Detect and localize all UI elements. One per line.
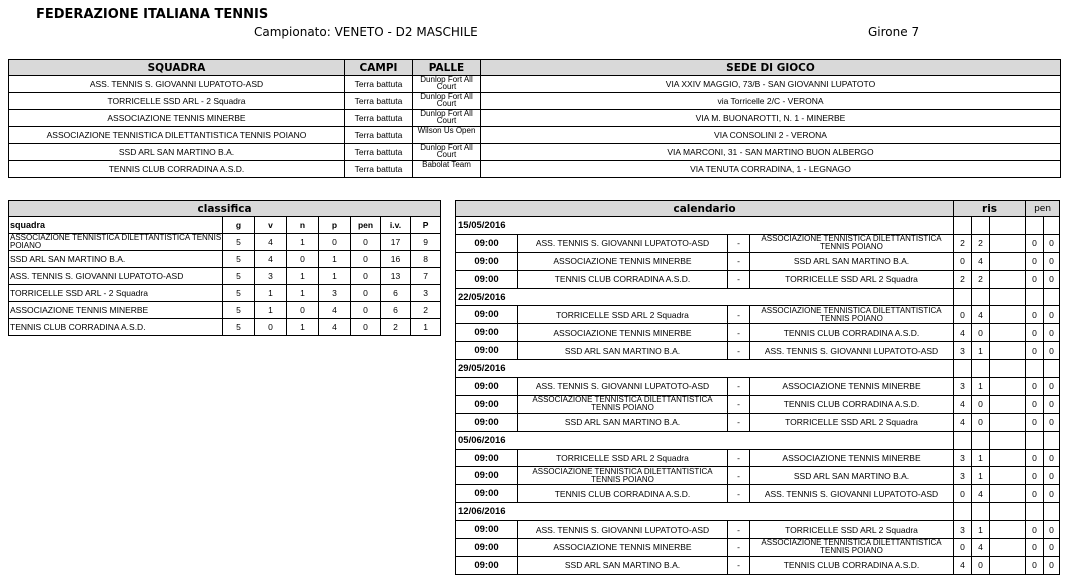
match-time: 09:00 (456, 324, 518, 342)
teams-table (8, 59, 1061, 178)
match-separator: - (728, 252, 750, 270)
home-team: ASSOCIAZIONE TENNIS MINERBE (518, 324, 728, 342)
standings-team: SSD ARL SAN MARTINO B.A. (9, 251, 223, 268)
standings-pen: 0 (351, 251, 381, 268)
standings-v: 1 (255, 302, 287, 319)
home-team: TORRICELLE SSD ARL 2 Squadra (518, 306, 728, 324)
result-spacer (990, 521, 1026, 539)
result-away: 0 (972, 324, 990, 342)
standings-v: 1 (255, 285, 287, 302)
standings-p: 1 (411, 319, 441, 336)
match-time: 09:00 (456, 252, 518, 270)
col-g: g (223, 217, 255, 234)
standings-p: 7 (411, 268, 441, 285)
home-team: ASS. TENNIS S. GIOVANNI LUPATOTO-ASD (518, 234, 728, 252)
penalty-away: 0 (1044, 395, 1060, 413)
team-courts: Terra battuta (345, 110, 413, 127)
standings-team: ASS. TENNIS S. GIOVANNI LUPATOTO-ASD (9, 268, 223, 285)
standings-iv: 6 (381, 302, 411, 319)
standings-iv: 13 (381, 268, 411, 285)
result-away: 4 (972, 306, 990, 324)
penalty-home: 0 (1026, 270, 1044, 288)
round-ris-blank (972, 360, 990, 378)
penalty-away: 0 (1044, 449, 1060, 467)
penalty-away: 0 (1044, 324, 1060, 342)
header-campi: CAMPI (345, 60, 413, 76)
team-venue: VIA XXIV MAGGIO, 73/B - SAN GIOVANNI LUPATOTO (481, 76, 1061, 93)
team-row (9, 144, 1061, 161)
match-separator: - (728, 556, 750, 574)
round-pen-blank (1026, 288, 1044, 306)
result-home: 2 (954, 270, 972, 288)
round-ris-blank (972, 503, 990, 521)
match-time: 09:00 (456, 378, 518, 396)
match-separator: - (728, 342, 750, 360)
standings-n: 0 (287, 302, 319, 319)
home-team: SSD ARL SAN MARTINO B.A. (518, 556, 728, 574)
standings-n: 1 (287, 268, 319, 285)
standings-team: TENNIS CLUB CORRADINA A.S.D. (9, 319, 223, 336)
result-home: 3 (954, 467, 972, 485)
penalty-home: 0 (1026, 467, 1044, 485)
result-home: 3 (954, 342, 972, 360)
penalty-home: 0 (1026, 234, 1044, 252)
result-home: 4 (954, 395, 972, 413)
away-team: TENNIS CLUB CORRADINA A.S.D. (750, 556, 954, 574)
match-row (456, 395, 1060, 413)
away-team: SSD ARL SAN MARTINO B.A. (750, 467, 954, 485)
team-balls: Dunlop Fort All Court (413, 110, 481, 127)
result-spacer (990, 252, 1026, 270)
round-pen-blank (1044, 288, 1060, 306)
result-spacer (990, 449, 1026, 467)
away-team: TENNIS CLUB CORRADINA A.S.D. (750, 395, 954, 413)
team-name: TENNIS CLUB CORRADINA A.S.D. (9, 161, 345, 178)
away-team: TORRICELLE SSD ARL 2 Squadra (750, 521, 954, 539)
match-time: 09:00 (456, 556, 518, 574)
col-n: n (287, 217, 319, 234)
team-name: ASSOCIAZIONE TENNIS MINERBE (9, 110, 345, 127)
match-row (456, 521, 1060, 539)
team-name: ASS. TENNIS S. GIOVANNI LUPATOTO-ASD (9, 76, 345, 93)
standings-pen: 0 (351, 302, 381, 319)
teams-table-body (9, 76, 1061, 178)
round-ris-blank (954, 503, 972, 521)
team-venue: VIA MARCONI, 31 - SAN MARTINO BUON ALBERGO (481, 144, 1061, 161)
penalty-away: 0 (1044, 306, 1060, 324)
round-date-row (456, 503, 1060, 521)
team-row (9, 93, 1061, 110)
standings-iv: 2 (381, 319, 411, 336)
round-date: 15/05/2016 (456, 217, 954, 235)
standings-p: 2 (411, 302, 441, 319)
away-team: TORRICELLE SSD ARL 2 Squadra (750, 413, 954, 431)
federation-title: FEDERAZIONE ITALIANA TENNIS (36, 7, 269, 22)
standings-p: 0 (319, 234, 351, 251)
away-team: ASS. TENNIS S. GIOVANNI LUPATOTO-ASD (750, 342, 954, 360)
result-home: 0 (954, 252, 972, 270)
ris-label: ris (954, 201, 1026, 217)
match-row (456, 306, 1060, 324)
team-row (9, 110, 1061, 127)
standings-iv: 16 (381, 251, 411, 268)
penalty-home: 0 (1026, 252, 1044, 270)
penalty-home: 0 (1026, 306, 1044, 324)
match-row (456, 270, 1060, 288)
round-ris-blank (990, 503, 1026, 521)
match-row (456, 556, 1060, 574)
result-away: 4 (972, 485, 990, 503)
result-home: 0 (954, 539, 972, 557)
result-spacer (990, 234, 1026, 252)
round-pen-blank (1026, 503, 1044, 521)
team-name: SSD ARL SAN MARTINO B.A. (9, 144, 345, 161)
result-away: 1 (972, 342, 990, 360)
standings-g: 5 (223, 302, 255, 319)
result-spacer (990, 467, 1026, 485)
result-spacer (990, 306, 1026, 324)
round-date-row (456, 360, 1060, 378)
round-pen-blank (1044, 431, 1060, 449)
standings-p: 3 (411, 285, 441, 302)
penalty-away: 0 (1044, 413, 1060, 431)
away-team: ASSOCIAZIONE TENNISTICA DILETTANTISTICA TENNIS POIANO (750, 539, 954, 557)
match-row (456, 413, 1060, 431)
team-venue: VIA CONSOLINI 2 - VERONA (481, 127, 1061, 144)
round-pen-blank (1044, 360, 1060, 378)
standings-pen: 0 (351, 234, 381, 251)
col-v: v (255, 217, 287, 234)
result-away: 1 (972, 378, 990, 396)
col-squadra: squadra (9, 217, 223, 234)
header-sede: SEDE DI GIOCO (481, 60, 1061, 76)
match-separator: - (728, 521, 750, 539)
header-squadra: SQUADRA (9, 60, 345, 76)
standings-row (9, 319, 441, 336)
team-venue: VIA M. BUONAROTTI, N. 1 - MINERBE (481, 110, 1061, 127)
round-pen-blank (1044, 503, 1060, 521)
round-ris-blank (954, 360, 972, 378)
calendar-title: calendario (456, 201, 954, 217)
standings-team: TORRICELLE SSD ARL - 2 Squadra (9, 285, 223, 302)
standings-title: classifica (9, 201, 441, 217)
standings-p: 4 (319, 319, 351, 336)
penalty-away: 0 (1044, 342, 1060, 360)
team-courts: Terra battuta (345, 76, 413, 93)
round-ris-blank (972, 431, 990, 449)
standings-n: 1 (287, 234, 319, 251)
team-row (9, 161, 1061, 178)
team-balls: Dunlop Fort All Court (413, 93, 481, 110)
round-ris-blank (972, 217, 990, 235)
result-spacer (990, 485, 1026, 503)
round-ris-blank (990, 431, 1026, 449)
away-team: ASSOCIAZIONE TENNISTICA DILETTANTISTICA TENNIS POIANO (750, 234, 954, 252)
result-spacer (990, 556, 1026, 574)
round-ris-blank (954, 217, 972, 235)
standings-column-header (9, 217, 441, 234)
standings-n: 1 (287, 319, 319, 336)
championship-title: Campionato: VENETO - D2 MASCHILE (254, 25, 478, 39)
team-courts: Terra battuta (345, 161, 413, 178)
result-away: 0 (972, 395, 990, 413)
col-pen: pen (351, 217, 381, 234)
home-team: ASSOCIAZIONE TENNIS MINERBE (518, 539, 728, 557)
result-away: 4 (972, 539, 990, 557)
team-courts: Terra battuta (345, 144, 413, 161)
result-home: 3 (954, 521, 972, 539)
match-time: 09:00 (456, 485, 518, 503)
round-date: 22/05/2016 (456, 288, 954, 306)
penalty-away: 0 (1044, 556, 1060, 574)
result-home: 0 (954, 485, 972, 503)
team-venue: VIA TENUTA CORRADINA, 1 - LEGNAGO (481, 161, 1061, 178)
standings-p: 4 (319, 302, 351, 319)
standings-row (9, 302, 441, 319)
standings-row (9, 251, 441, 268)
team-row (9, 76, 1061, 93)
result-spacer (990, 378, 1026, 396)
standings-g: 5 (223, 234, 255, 251)
penalty-home: 0 (1026, 485, 1044, 503)
away-team: SSD ARL SAN MARTINO B.A. (750, 252, 954, 270)
standings-g: 5 (223, 319, 255, 336)
standings-g: 5 (223, 285, 255, 302)
round-ris-blank (990, 217, 1026, 235)
result-away: 4 (972, 252, 990, 270)
standings-pen: 0 (351, 268, 381, 285)
result-spacer (990, 342, 1026, 360)
standings-n: 0 (287, 251, 319, 268)
match-time: 09:00 (456, 306, 518, 324)
standings-row (9, 285, 441, 302)
match-separator: - (728, 413, 750, 431)
penalty-home: 0 (1026, 413, 1044, 431)
round-ris-blank (990, 360, 1026, 378)
match-time: 09:00 (456, 539, 518, 557)
result-home: 4 (954, 556, 972, 574)
match-separator: - (728, 467, 750, 485)
penalty-home: 0 (1026, 539, 1044, 557)
home-team: TENNIS CLUB CORRADINA A.S.D. (518, 485, 728, 503)
penalty-away: 0 (1044, 521, 1060, 539)
standings-g: 5 (223, 251, 255, 268)
team-balls: Wilson Us Open (413, 127, 481, 144)
home-team: ASS. TENNIS S. GIOVANNI LUPATOTO-ASD (518, 378, 728, 396)
col-p: p (319, 217, 351, 234)
result-spacer (990, 395, 1026, 413)
standings-table (8, 200, 441, 336)
group-label: Girone 7 (868, 25, 920, 39)
penalty-away: 0 (1044, 467, 1060, 485)
round-date-row (456, 431, 1060, 449)
match-time: 09:00 (456, 449, 518, 467)
penalty-home: 0 (1026, 324, 1044, 342)
away-team: ASS. TENNIS S. GIOVANNI LUPATOTO-ASD (750, 485, 954, 503)
match-time: 09:00 (456, 521, 518, 539)
match-row (456, 234, 1060, 252)
result-away: 2 (972, 234, 990, 252)
result-home: 0 (954, 306, 972, 324)
team-row (9, 127, 1061, 144)
penalty-away: 0 (1044, 485, 1060, 503)
match-separator: - (728, 306, 750, 324)
round-pen-blank (1044, 217, 1060, 235)
standings-v: 3 (255, 268, 287, 285)
standings-table-body (9, 217, 441, 336)
match-row (456, 467, 1060, 485)
home-team: SSD ARL SAN MARTINO B.A. (518, 413, 728, 431)
standings-v: 0 (255, 319, 287, 336)
match-separator: - (728, 234, 750, 252)
standings-g: 5 (223, 268, 255, 285)
penalty-away: 0 (1044, 252, 1060, 270)
penalty-home: 0 (1026, 449, 1044, 467)
home-team: ASSOCIAZIONE TENNISTICA DILETTANTISTICA TENNIS POIANO (518, 467, 728, 485)
standings-p: 9 (411, 234, 441, 251)
home-team: TORRICELLE SSD ARL 2 Squadra (518, 449, 728, 467)
home-team: ASS. TENNIS S. GIOVANNI LUPATOTO-ASD (518, 521, 728, 539)
standings-row (9, 268, 441, 285)
standings-p: 3 (319, 285, 351, 302)
pen-label: pen (1026, 201, 1060, 217)
match-separator: - (728, 395, 750, 413)
home-team: SSD ARL SAN MARTINO B.A. (518, 342, 728, 360)
penalty-home: 0 (1026, 342, 1044, 360)
match-separator: - (728, 270, 750, 288)
match-separator: - (728, 378, 750, 396)
round-date-row (456, 288, 1060, 306)
result-spacer (990, 270, 1026, 288)
round-pen-blank (1026, 217, 1044, 235)
away-team: ASSOCIAZIONE TENNISTICA DILETTANTISTICA TENNIS POIANO (750, 306, 954, 324)
standings-v: 4 (255, 234, 287, 251)
team-venue: via Torricelle 2/C - VERONA (481, 93, 1061, 110)
calendar-table-body (456, 217, 1060, 575)
team-balls: Dunlop Fort All Court (413, 144, 481, 161)
penalty-home: 0 (1026, 521, 1044, 539)
match-time: 09:00 (456, 413, 518, 431)
penalty-away: 0 (1044, 378, 1060, 396)
home-team: TENNIS CLUB CORRADINA A.S.D. (518, 270, 728, 288)
result-home: 4 (954, 324, 972, 342)
standings-p: 1 (319, 251, 351, 268)
match-row (456, 342, 1060, 360)
match-separator: - (728, 539, 750, 557)
penalty-home: 0 (1026, 556, 1044, 574)
round-date: 12/06/2016 (456, 503, 954, 521)
round-pen-blank (1026, 360, 1044, 378)
match-time: 09:00 (456, 270, 518, 288)
col-iv: i.v. (381, 217, 411, 234)
round-ris-blank (972, 288, 990, 306)
round-ris-blank (990, 288, 1026, 306)
standings-pen: 0 (351, 319, 381, 336)
result-away: 1 (972, 467, 990, 485)
match-separator: - (728, 324, 750, 342)
match-time: 09:00 (456, 234, 518, 252)
round-pen-blank (1026, 431, 1044, 449)
result-away: 1 (972, 449, 990, 467)
standings-n: 1 (287, 285, 319, 302)
team-courts: Terra battuta (345, 127, 413, 144)
result-spacer (990, 539, 1026, 557)
standings-p: 8 (411, 251, 441, 268)
team-courts: Terra battuta (345, 93, 413, 110)
round-ris-blank (954, 288, 972, 306)
match-row (456, 324, 1060, 342)
match-time: 09:00 (456, 467, 518, 485)
match-row (456, 485, 1060, 503)
result-home: 3 (954, 378, 972, 396)
standings-iv: 17 (381, 234, 411, 251)
round-ris-blank (954, 431, 972, 449)
away-team: TORRICELLE SSD ARL 2 Squadra (750, 270, 954, 288)
result-home: 4 (954, 413, 972, 431)
header-palle: PALLE (413, 60, 481, 76)
round-date: 05/06/2016 (456, 431, 954, 449)
col-points: P (411, 217, 441, 234)
match-row (456, 449, 1060, 467)
penalty-away: 0 (1044, 539, 1060, 557)
standings-iv: 6 (381, 285, 411, 302)
penalty-home: 0 (1026, 395, 1044, 413)
match-time: 09:00 (456, 395, 518, 413)
standings-team: ASSOCIAZIONE TENNISTICA DILETTANTISTICA TENNIS POIANO (10, 233, 222, 250)
home-team: ASSOCIAZIONE TENNISTICA DILETTANTISTICA TENNIS POIANO (518, 395, 728, 413)
result-home: 3 (954, 449, 972, 467)
match-row (456, 378, 1060, 396)
result-away: 1 (972, 521, 990, 539)
home-team: ASSOCIAZIONE TENNIS MINERBE (518, 252, 728, 270)
match-time: 09:00 (456, 342, 518, 360)
standings-pen: 0 (351, 285, 381, 302)
match-separator: - (728, 449, 750, 467)
team-name: ASSOCIAZIONE TENNISTICA DILETTANTISTICA TENNIS POIANO (9, 127, 345, 144)
away-team: ASSOCIAZIONE TENNIS MINERBE (750, 449, 954, 467)
result-home: 2 (954, 234, 972, 252)
away-team: ASSOCIAZIONE TENNIS MINERBE (750, 378, 954, 396)
away-team: TENNIS CLUB CORRADINA A.S.D. (750, 324, 954, 342)
result-away: 2 (972, 270, 990, 288)
penalty-home: 0 (1026, 378, 1044, 396)
match-row (456, 539, 1060, 557)
result-away: 0 (972, 556, 990, 574)
round-date-row (456, 217, 1060, 235)
result-away: 0 (972, 413, 990, 431)
standings-row (9, 234, 441, 251)
result-spacer (990, 324, 1026, 342)
round-date: 29/05/2016 (456, 360, 954, 378)
teams-table-header (9, 60, 1061, 76)
standings-v: 4 (255, 251, 287, 268)
standings-p: 1 (319, 268, 351, 285)
penalty-away: 0 (1044, 234, 1060, 252)
penalty-away: 0 (1044, 270, 1060, 288)
team-balls: Dunlop Fort All Court (413, 76, 481, 93)
calendar-table (455, 200, 1060, 575)
team-name: TORRICELLE SSD ARL - 2 Squadra (9, 93, 345, 110)
result-spacer (990, 413, 1026, 431)
match-row (456, 252, 1060, 270)
match-separator: - (728, 485, 750, 503)
team-balls: Babolat Team (413, 161, 481, 178)
standings-team: ASSOCIAZIONE TENNIS MINERBE (9, 302, 223, 319)
